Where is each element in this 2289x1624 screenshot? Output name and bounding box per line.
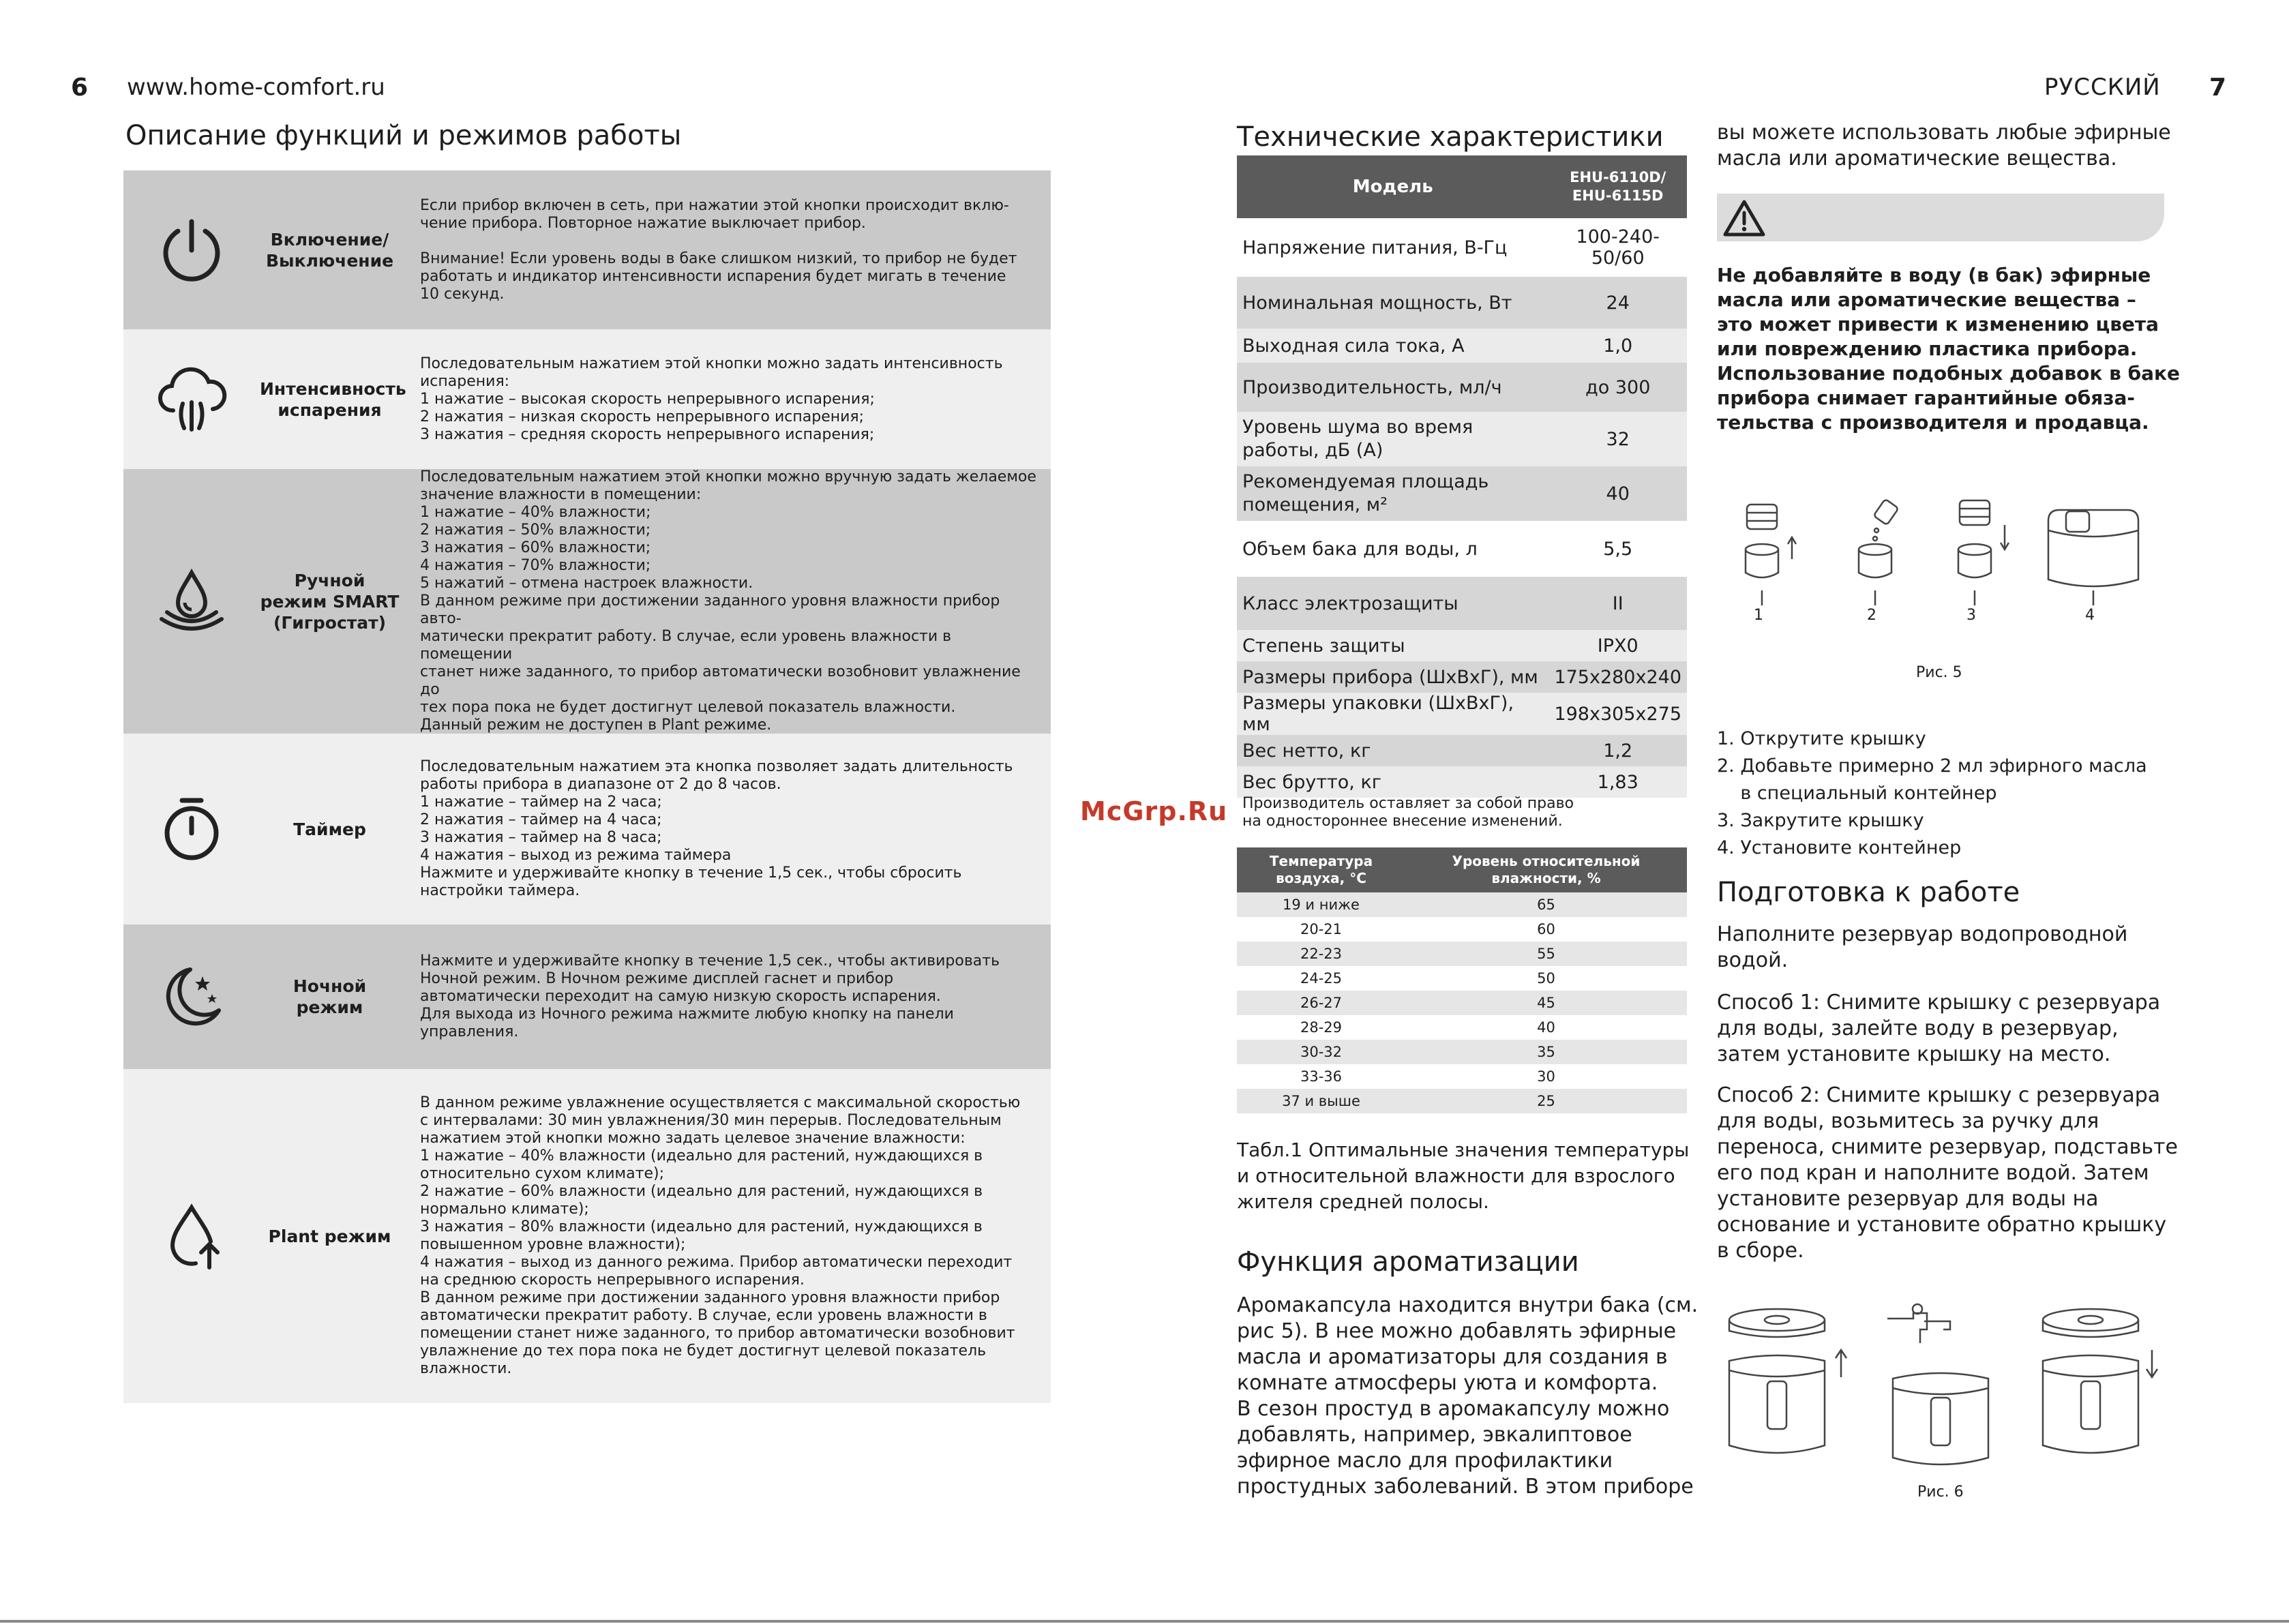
figure-5-step-label: 2 <box>1867 607 1876 624</box>
function-row-smart <box>123 469 1051 734</box>
function-description: Последовательным нажатием этой кнопки можно вручную задать желаемое значение влажности в помещении: 1 нажатие – 40% влажности; 2 нажатия – 50% влажности; 3 нажатия – 60% влажности; 4 нажатия – 70% влажности; 5 нажатий – отмена настроек влажности. В данном режиме при достижении заданного уровня влажности прибор авто- матически прекратит работу. В случае, если уровень влажности в помещении станет ниже заданного, то прибор автоматически возобновит увлажнение до тех пора пока не будет достигнут целевой показатель влажности. Данный режим не доступен в Plant режиме. <box>420 468 1036 734</box>
function-label: Ручной режим SMART (Гигростат) <box>260 570 400 633</box>
prep-paragraph-3: Способ 2: Снимите крышку с резервуара для воды, возьмитесь за ручку для переноса, снимите резервуар, подставьте его под кран и наполните водой. Затем установите резервуар для воды на основание и установите обратно крышку в сборе. <box>1717 1083 2178 1263</box>
warning-banner <box>1717 194 2164 241</box>
humidity-table <box>1237 847 1687 1113</box>
humidity-value: 55 <box>1405 942 1687 966</box>
spec-param: Вес брутто, кг <box>1237 766 1549 798</box>
function-row-night <box>123 924 1051 1069</box>
figure-5-step-label: 3 <box>1966 607 1976 624</box>
aroma-steps <box>1717 725 2147 862</box>
spec-param: Напряжение питания, В-Гц <box>1237 218 1549 277</box>
humidity-value: 25 <box>1405 1089 1687 1113</box>
function-row-intensity <box>123 329 1051 469</box>
water-drop-icon <box>123 567 260 635</box>
function-label: Таймер <box>293 819 366 839</box>
spec-value: 24 <box>1549 277 1687 329</box>
spec-param: Номинальная мощность, Вт <box>1237 277 1549 329</box>
spec-value: 1,2 <box>1549 735 1687 766</box>
spec-param: Класс электрозащиты <box>1237 577 1549 630</box>
prep-title: Подготовка к работе <box>1717 877 2020 908</box>
specs-note: Производитель оставляет за собой право на одностороннее внесение изменений. <box>1242 795 1574 830</box>
left-page-number: 6 <box>71 74 89 102</box>
aroma-continued-text: вы можете использовать любые эфирные масла или ароматические вещества. <box>1717 121 2171 170</box>
spec-param: Уровень шума во время работы, дБ (А) <box>1237 412 1549 466</box>
spec-value: 32 <box>1549 412 1687 466</box>
humidity-head-temp: Температура воздуха, °С <box>1237 847 1405 892</box>
spec-param: Рекомендуемая площадь помещения, м² <box>1237 466 1549 521</box>
humidity-temp: 30-32 <box>1237 1040 1405 1064</box>
spec-value: IPX0 <box>1549 630 1687 661</box>
functions-table <box>123 170 1051 1403</box>
page-divider <box>0 1620 2289 1623</box>
step-item: 3. Закрутите крышку <box>1717 810 1924 831</box>
spec-value: 198х305х275 <box>1549 693 1687 735</box>
figure-5-step-label: 1 <box>1754 607 1763 624</box>
power-icon <box>123 216 260 284</box>
humidity-value: 65 <box>1405 892 1687 917</box>
specs-title: Технические характеристики <box>1237 121 1664 153</box>
humidity-value: 60 <box>1405 917 1687 942</box>
spec-value: до 300 <box>1549 363 1687 412</box>
figure-5-caption: Рис. 5 <box>1916 664 1962 681</box>
step-item: 4. Установите контейнер <box>1717 837 1962 858</box>
humidity-temp: 24-25 <box>1237 966 1405 991</box>
watermark: McGrp.Ru <box>1080 796 1228 826</box>
figure-5 <box>1718 491 2141 627</box>
humidity-caption: Табл.1 Оптимальные значения температуры и относительной влажности для взрослого жителя средней полосы. <box>1237 1139 1690 1213</box>
step-item: 2. Добавьте примерно 2 мл эфирного масла в специальный контейнер <box>1717 755 2147 804</box>
humidity-temp: 22-23 <box>1237 942 1405 966</box>
spec-param: Степень защиты <box>1237 630 1549 661</box>
spec-param: Производительность, мл/ч <box>1237 363 1549 412</box>
moon-stars-icon <box>123 963 260 1031</box>
function-label: Интенсивность испарения <box>260 378 406 420</box>
spec-param: Размеры упаковки (ШхВхГ), мм <box>1237 693 1549 735</box>
language-label: РУССКИЙ <box>2044 74 2161 101</box>
warning-text: Не добавляйте в воду (в бак) эфирные масла или ароматические вещества – это может привести к изменению цвета или повреждению пластика прибора. Использование подобных добавок в баке прибора снимает гарантийные обяза- тельства с производителя и продавца. <box>1717 264 2181 434</box>
figure-6-caption: Рис. 6 <box>1917 1484 1964 1501</box>
spec-value: 175х280х240 <box>1549 661 1687 693</box>
figure-5-step-label: 4 <box>2085 607 2095 624</box>
spec-value: II <box>1549 577 1687 630</box>
function-label: Plant режим <box>268 1226 391 1246</box>
humidity-value: 50 <box>1405 966 1687 991</box>
humidity-value: 35 <box>1405 1040 1687 1064</box>
function-label: Включение/ Выключение <box>265 229 394 271</box>
humidity-head-hum: Уровень относительной влажности, % <box>1405 847 1687 892</box>
humidity-temp: 37 и выше <box>1237 1089 1405 1113</box>
website-link[interactable]: www.home-comfort.ru <box>127 74 385 101</box>
prep-paragraph-2: Способ 1: Снимите крышку с резервуара для воды, залейте воду в резервуар, затем установите крышку на место. <box>1717 991 2161 1066</box>
spec-param: Вес нетто, кг <box>1237 735 1549 766</box>
humidity-value: 45 <box>1405 991 1687 1015</box>
specs-head-param: Модель <box>1237 155 1549 218</box>
warning-icon <box>1722 199 1766 237</box>
spec-param: Выходная сила тока, А <box>1237 329 1549 363</box>
figure-6 <box>1722 1302 2159 1493</box>
function-description: Нажмите и удерживайте кнопку в течение 1,5 сек., чтобы активировать Ночной режим. В Ночном режиме дисплей гаснет и прибор автоматически переходит на самую низкую скорость испарения. Для выхода из Ночного режима нажмите любую кнопку на панели управления. <box>420 952 1000 1040</box>
function-description: Если прибор включен в сеть, при нажатии этой кнопки происходит вклю- чение прибора. Повторное нажатие выключает прибор. Внимание! Если уровень воды в баке слишком низкий, то прибор не будет работать и индикатор интенсивности испарения будет мигать в течение 10 секунд. <box>420 196 1017 303</box>
spec-param: Объем бака для воды, л <box>1237 521 1549 577</box>
aroma-text: Аромакапсула находится внутри бака (см. рис 5). В нее можно добавлять эфирные масла и ароматизаторы для создания в комнате атмосферы уюта и комфорта. В сезон простуд в аромакапсулу можно добавлять, например, эвкалиптовое эфирное масло для профилактики простудных заболеваний. В этом приборе <box>1237 1293 1699 1499</box>
prep-paragraph-1: Наполните резервуар водопроводной водой. <box>1717 922 2128 972</box>
function-description: В данном режиме увлажнение осуществляется с максимальной скоростью с интервалами: 30 мин увлажнения/30 мин перерыв. Последовательным нажатием этой кнопки можно задать целевое значение влажности: 1 нажатие – 40% влажности (идеально для растений, нуждающихся в относительно сухом климате); 2 нажатие – 60% влажности (идеально для растений, нуждающихся в нормально климате); 3 нажатия – 80% влажности (идеально для растений, нуждающихся в повышенном уровне влажности); 4 нажатия – выход из данного режима. Прибор автоматически переходит на среднюю скорость непрерывного испарения. В данном режиме при достижении заданного уровня влажности прибор автоматически прекратит работу. В случае, если уровень влажности в помещении станет ниже заданного, то прибор автоматически возобновит увлажнение до тех пора пока не будет достигнут целевой показатель влажности. <box>420 1094 1021 1377</box>
spec-value: 1,0 <box>1549 329 1687 363</box>
spec-value: 40 <box>1549 466 1687 521</box>
humidity-temp: 20-21 <box>1237 917 1405 942</box>
function-row-plant <box>123 1069 1051 1403</box>
function-row-power <box>123 170 1051 329</box>
humidity-temp: 26-27 <box>1237 991 1405 1015</box>
cloud-mist-icon <box>123 365 260 434</box>
humidity-temp: 33-36 <box>1237 1064 1405 1089</box>
specs-table <box>1237 155 1687 798</box>
right-page-number: 7 <box>2209 74 2227 102</box>
function-label: Ночной режим <box>293 976 367 1017</box>
humidity-temp: 28-29 <box>1237 1015 1405 1040</box>
specs-head-model: EHU-6110D/ EHU-6115D <box>1549 155 1687 218</box>
function-description: Последовательным нажатием этой кнопки можно задать интенсивность испарения: 1 нажатие – высокая скорость непрерывного испарения; 2 нажатия – низкая скорость непрерывного испарения; 3 нажатия – средняя скорость непрерывного испарения; <box>420 355 1003 443</box>
timer-icon <box>123 795 260 863</box>
drop-arrow-icon <box>123 1202 260 1270</box>
humidity-temp: 19 и ниже <box>1237 892 1405 917</box>
humidity-value: 30 <box>1405 1064 1687 1089</box>
spec-param: Размеры прибора (ШхВхГ), мм <box>1237 661 1549 693</box>
functions-title: Описание функций и режимов работы <box>125 120 682 151</box>
step-item: 1. Открутите крышку <box>1717 728 1926 749</box>
humidity-value: 40 <box>1405 1015 1687 1040</box>
spec-value: 5,5 <box>1549 521 1687 577</box>
spec-value: 100-240-50/60 <box>1549 218 1687 277</box>
spec-value: 1,83 <box>1549 766 1687 798</box>
function-description: Последовательным нажатием эта кнопка позволяет задать длительность работы прибора в диапазоне от 2 до 8 часов. 1 нажатие – таймер на 2 часа; 2 нажатия – таймер на 4 часа; 3 нажатия – таймер на 8 часа; 4 нажатия – выход из режима таймера Нажмите и удерживайте кнопку в течение 1,5 сек., чтобы сбросить настройки таймера. <box>420 758 1013 899</box>
aroma-title: Функция ароматизации <box>1237 1246 1579 1278</box>
function-row-timer <box>123 734 1051 924</box>
